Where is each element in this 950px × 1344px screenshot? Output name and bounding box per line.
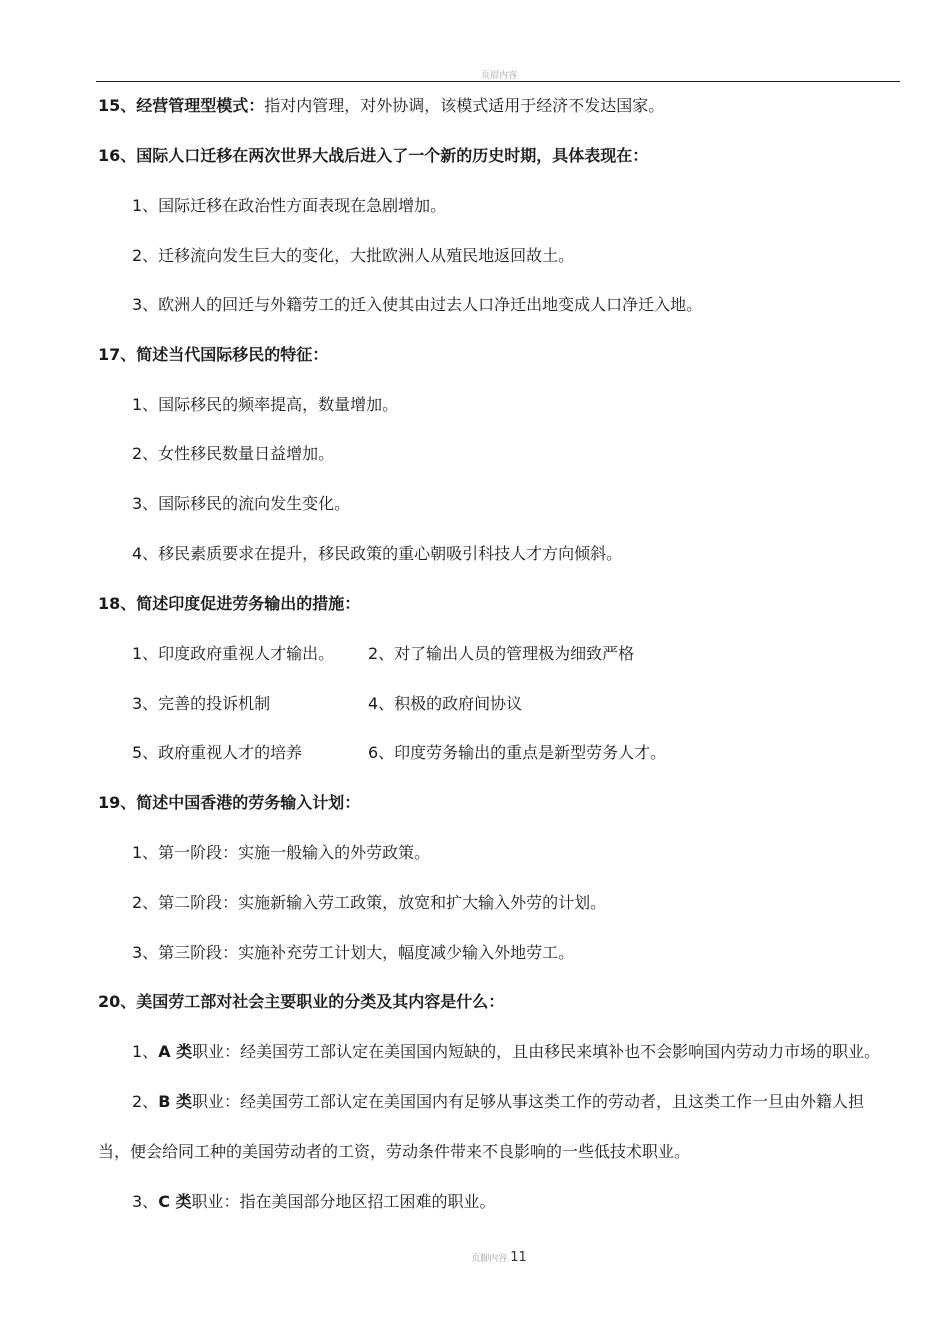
question-18-item: 1、印度政府重视人才输出。 (132, 644, 335, 663)
footer-label: 页脚内容 (471, 1254, 508, 1264)
question-17-heading: 17、简述当代国际移民的特征： (98, 345, 329, 364)
question-18-item: 5、政府重视人才的培养 (132, 743, 303, 762)
header-divider (96, 81, 900, 82)
question-20-item (132, 1092, 864, 1112)
question-18-item: 6、印度劳务输出的重点是新型劳务人才。 (368, 743, 667, 762)
item-text: 职业：经美国劳工部认定在美国国内短缺的，且由移民来填补也不会影响国内劳动力市场的职业。 (192, 1042, 881, 1061)
question-17-item: 1、国际移民的频率提高，数量增加。 (132, 395, 399, 414)
question-20-item (132, 1192, 496, 1212)
question-16-item: 3、欧洲人的回迁与外籍劳工的迁入使其由过去人口净迁出地变成人口净迁入地。 (132, 295, 703, 314)
question-16-item: 1、国际迁移在政治性方面表现在急剧增加。 (132, 196, 447, 215)
item-text: 职业：经美国劳工部认定在美国国内有足够从事这类工作的劳动者，且这类工作一旦由外籍人担 (191, 1092, 864, 1111)
question-19-item: 2、第二阶段：实施新输入劳工政策，放宽和扩大输入外劳的计划。 (132, 893, 607, 912)
question-18-item: 4、积极的政府间协议 (368, 694, 523, 713)
question-18-item: 3、完善的投诉机制 (132, 694, 271, 713)
category-label: C 类 (158, 1192, 192, 1211)
item-prefix: 2、 (132, 1092, 159, 1111)
question-16-heading: 16、国际人口迁移在两次世界大战后进入了一个新的历史时期，具体表现在： (98, 146, 649, 165)
category-label: B 类 (158, 1092, 192, 1111)
question-17-item: 2、女性移民数量日益增加。 (132, 444, 335, 463)
question-20-item (132, 1042, 880, 1062)
page-footer (0, 1246, 950, 1265)
question-20-heading: 20、美国劳工部对社会主要职业的分类及其内容是什么： (98, 992, 505, 1011)
item-prefix: 3、 (132, 1192, 159, 1211)
question-17-item: 4、移民素质要求在提升，移民政策的重心朝吸引科技人才方向倾斜。 (132, 544, 623, 563)
question-19-item: 1、第一阶段：实施一般输入的外劳政策。 (132, 843, 431, 862)
question-17-item: 3、国际移民的流向发生变化。 (132, 494, 351, 513)
item-text: 职业：指在美国部分地区招工困难的职业。 (191, 1192, 496, 1211)
item-prefix: 1、 (132, 1042, 159, 1061)
question-15-answer: 指对内管理，对外协调，该模式适用于经济不发达国家。 (264, 96, 665, 115)
page-number: 11 (510, 1250, 527, 1265)
page-header: 页眉内容 (480, 71, 517, 81)
category-label: A 类 (158, 1042, 193, 1061)
question-19-heading: 19、简述中国香港的劳务输入计划： (98, 793, 361, 812)
question-18-heading: 18、简述印度促进劳务输出的措施： (98, 594, 361, 613)
question-15 (98, 96, 664, 116)
question-18-item: 2、对了输出人员的管理极为细致严格 (368, 644, 635, 663)
question-16-item: 2、迁移流向发生巨大的变化，大批欧洲人从殖民地返回故土。 (132, 246, 575, 265)
question-19-item: 3、第三阶段：实施补充劳工计划大，幅度减少输入外地劳工。 (132, 943, 575, 962)
question-20-item-continuation: 当，便会给同工种的美国劳动者的工资，劳动条件带来不良影响的一些低技术职业。 (98, 1142, 691, 1161)
question-15-heading: 15、经营管理型模式： (98, 96, 265, 115)
